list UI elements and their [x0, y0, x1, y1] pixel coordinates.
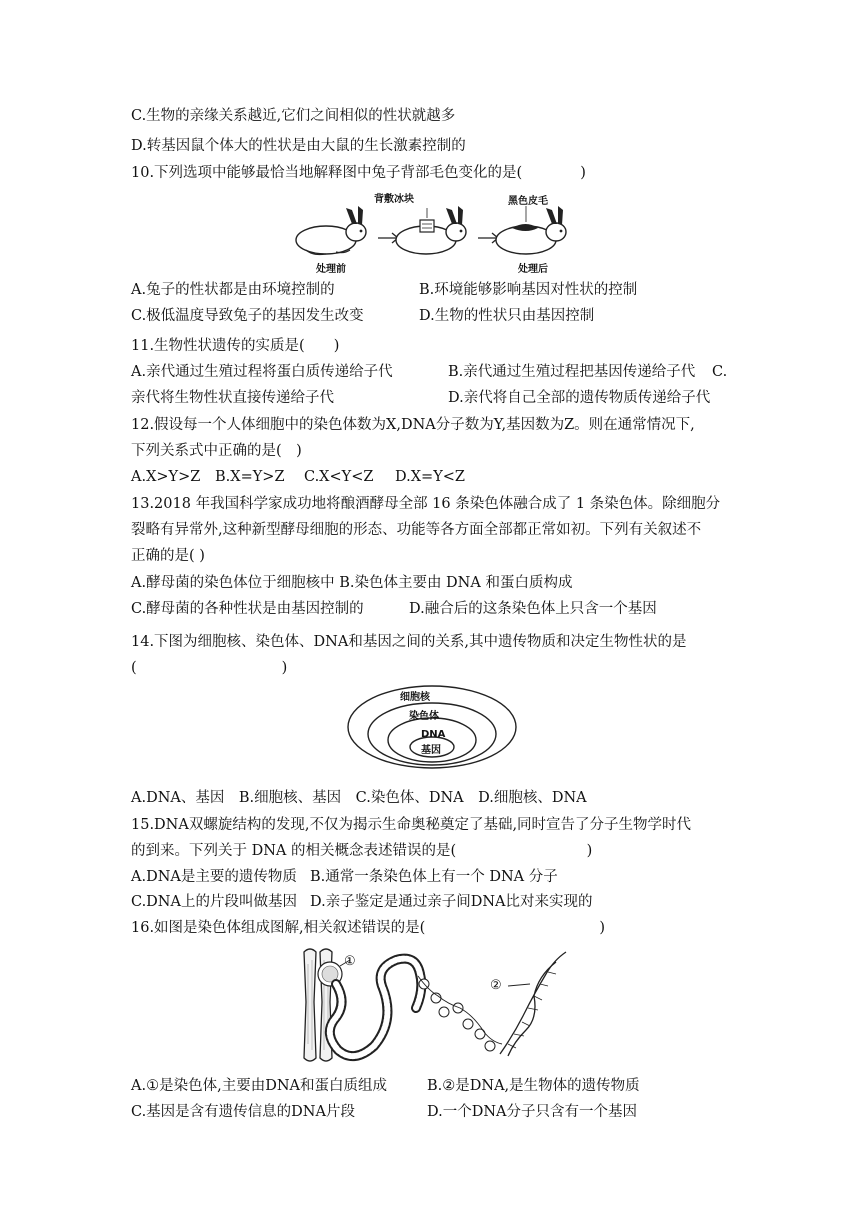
- q15-option-a: A.DNA是主要的遗传物质: [131, 869, 297, 885]
- chromosome-diagram: [294, 944, 576, 1070]
- question-15-line1: 15.DNA双螺旋结构的发现,不仅为揭示生命奥秘奠定了基础,同时宣告了分子生物学时代: [131, 817, 692, 833]
- question-13-line3: 正确的是( ): [131, 548, 205, 564]
- q10-option-a: A.兔子的性状都是由环境控制的: [131, 282, 335, 298]
- question-12-line2: 下列关系式中正确的是( ): [131, 443, 302, 459]
- chromosome-label: 染色体: [409, 711, 439, 722]
- question-13-line2: 裂略有异常外,这种新型酵母细胞的形态、功能等各方面全部都正常如初。下列有关叙述不: [131, 522, 702, 538]
- option-d-prev: D.转基因鼠个体大的性状是由大鼠的生长激素控制的: [131, 138, 466, 154]
- question-14-line1: 14.下图为细胞核、染色体、DNA和基因之间的关系,其中遗传物质和决定生物性状的是: [131, 634, 687, 650]
- rabbit-before-icon: [296, 206, 366, 255]
- q12-option-d: D.X=Y<Z: [395, 469, 465, 485]
- q11-option-c-prefix: C.: [712, 364, 728, 380]
- q15-option-d: D.亲子鉴定是通过亲子间DNA比对来实现的: [310, 894, 593, 910]
- question-14-line2: ( ): [131, 660, 288, 676]
- gene-label: 基因: [421, 745, 441, 756]
- q15-option-b: B.通常一条染色体上有一个 DNA 分子: [310, 869, 558, 885]
- q13-option-c: C.酵母菌的各种性状是由基因控制的: [131, 601, 364, 617]
- q10-option-d: D.生物的性状只由基因控制: [419, 308, 595, 324]
- dna-helix-icon: [500, 952, 566, 1056]
- q12-option-c: C.X<Y<Z: [304, 469, 374, 485]
- q16-option-c: C.基因是含有遗传信息的DNA片段: [131, 1104, 355, 1120]
- q15-option-c: C.DNA上的片段叫做基因: [131, 894, 297, 910]
- nucleus-label: 细胞核: [400, 692, 430, 703]
- question-13-line1: 13.2018 年我国科学家成功地将酿酒酵母全部 16 条染色体融合成了 1 条染色体。除细胞分: [131, 496, 721, 512]
- question-10: 10.下列选项中能够最恰当地解释图中兔子背部毛色变化的是( ): [131, 165, 586, 181]
- q11-option-a: A.亲代通过生殖过程将蛋白质传递给子代: [131, 364, 393, 380]
- black-fur-label: 黑色皮毛: [508, 196, 548, 207]
- rabbit-after-icon: [496, 206, 566, 254]
- question-11: 11.生物性状遗传的实质是( ): [131, 338, 340, 354]
- q10-option-c: C.极低温度导致兔子的基因发生改变: [131, 308, 364, 324]
- after-label: 处理后: [518, 264, 548, 275]
- question-16: 16.如图是染色体组成图解,相关叙述错误的是( ): [131, 920, 605, 936]
- question-15-line2: 的到来。下列关于 DNA 的相关概念表述错误的是( ): [131, 843, 593, 859]
- before-label: 处理前: [316, 264, 346, 275]
- q11-option-d: D.亲代将自己全部的遗传物质传递给子代: [448, 390, 711, 406]
- q16-option-a: A.①是染色体,主要由DNA和蛋白质组成: [131, 1078, 387, 1094]
- marker-1: ①: [344, 954, 356, 969]
- dna-label: DNA: [421, 729, 446, 740]
- q11-option-c: 亲代将生物性状直接传递给子代: [131, 390, 334, 406]
- q10-option-b: B.环境能够影响基因对性状的控制: [419, 282, 638, 298]
- question-12-line1: 12.假设每一个人体细胞中的染色体数为X,DNA分子数为Y,基因数为Z。则在通常情况下,: [131, 417, 695, 433]
- marker-2: ②: [490, 978, 502, 993]
- ice-label: 背敷冰块: [374, 194, 414, 205]
- rabbit-ice-icon: [396, 206, 466, 254]
- q16-option-d: D.一个DNA分子只含有一个基因: [427, 1104, 638, 1120]
- q13-option-ab: A.酵母菌的染色体位于细胞核中 B.染色体主要由 DNA 和蛋白质构成: [131, 575, 573, 591]
- q13-option-d: D.融合后的这条染色体上只含一个基因: [409, 601, 657, 617]
- q14-options: A.DNA、基因 B.细胞核、基因 C.染色体、DNA D.细胞核、DNA: [131, 790, 587, 806]
- q16-option-b: B.②是DNA,是生物体的遗传物质: [427, 1078, 640, 1094]
- q12-option-b: B.X=Y>Z: [215, 469, 285, 485]
- q12-option-a: A.X>Y>Z: [131, 469, 201, 485]
- q11-option-b: B.亲代通过生殖过程把基因传递给子代: [448, 364, 696, 380]
- option-c-prev: C.生物的亲缘关系越近,它们之间相似的性状就越多: [131, 108, 456, 124]
